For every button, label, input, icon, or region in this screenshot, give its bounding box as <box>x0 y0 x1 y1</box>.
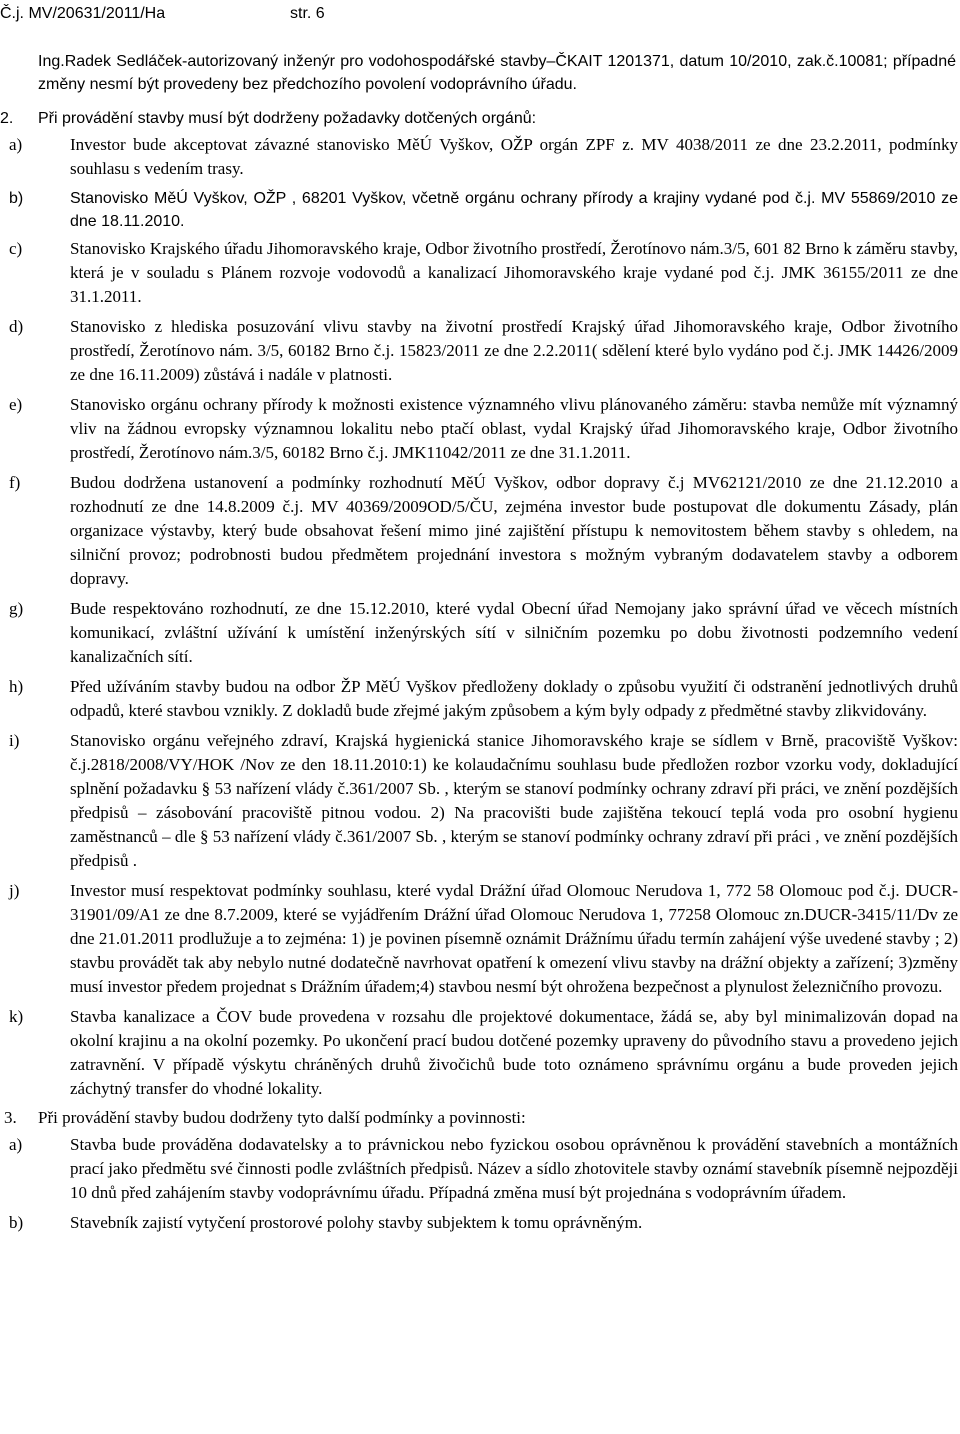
item-label: b) <box>9 190 24 207</box>
item-label: d) <box>9 317 24 336</box>
list-item <box>0 187 958 233</box>
item-label: j) <box>9 881 20 900</box>
list-item <box>0 1211 958 1235</box>
item-text: Stanovisko orgánu veřejného zdraví, Krajská hygienická stanice Jihomoravského kraje se sídlem v Brně, pracoviště Vyškov: č.j.2818/2008/VY/HOK /Nov ze den 18.11.2010:1) ke kolaudačnímu souhlasu bude předložen rozbor vzorku vody, dokladující splnění požadavku § 53 nařízení vlády č.361/2007 Sb. , kterým se stanoví podmínky ochrany zdraví při práci, ve znění pozdějších předpisů – zásobování pracoviště pitnou vodou. 2) Na pracovišti bude zajištěna tekoucí teplá voda pro osobní hygienu zaměstnanců – dle § 53 nařízení vlády č.361/2007 Sb. , kterým se stanoví podmínky ochrany zdraví při práci , ve znění pozdějších předpisů . <box>70 731 958 870</box>
list-item <box>0 597 958 669</box>
item-text: Investor musí respektovat podmínky souhlasu, které vydal Drážní úřad Olomouc Nerudova 1, 772 58 Olomouc pod č.j. DUCR-31901/09/A1 ze dne 8.7.2009, které se vyjádřením Drážní úřad Olomouc Nerudova 1, 77258 Olomouc zn.DUCR-3415/11/Dv ze dne 21.01.2011 prodlužuje a to zejména: 1) je povinen písemně oznámit Drážnímu úřadu termín zahájení výše uvedené stavby ; 2) stavbu provádět tak aby nebylo nutné dodatečně navrhovat opatření k omezení vlivu stavby na drážní objekty a zařízení; 3)změny musí investor předem projednat s Drážním úřadem;4) stavbou nesmí být ohrožena bezpečnost a plynulost železničního provozu. <box>70 881 958 996</box>
item-label: a) <box>9 135 23 154</box>
item-text: Investor bude akceptovat závazné stanovisko MěÚ Vyškov, OŽP orgán ZPF z. MV 4038/2011 ze dne 23.2.2011, podmínky souhlasu s vedením trasy. <box>70 135 958 178</box>
list-item <box>0 879 958 999</box>
page-header <box>0 3 480 27</box>
list-item <box>0 675 958 723</box>
item-text: Stavba bude prováděna dodavatelsky a to právnickou nebo fyzickou osobou oprávněnou k provádění stavebních a montážních prací jako předmětu své činnosti podle zvláštních předpisů. Název a sídlo zhotovitele stavby oznámí stavebník písemně nejpozději 10 dnů před zahájením stavby vodoprávnímu úřadu. Případná změna musí být projednána s vodoprávním úřadem. <box>70 1135 959 1202</box>
item-text: Stanovisko Krajského úřadu Jihomoravského kraje, Odbor životního prostředí, Žerotínovo nám.3/5, 601 82 Brno k záměru stavby, která je v souladu s Plánem rozvoje vodovodů a kanalizací Jihomoravského kraje vydané pod č.j. JMK 36155/2011 ze dne 31.1.2011. <box>70 239 958 306</box>
list-item <box>0 729 958 873</box>
section-number: 2. <box>0 110 14 127</box>
section-text: Při provádění stavby musí být dodrženy požadavky dotčených orgánů: <box>38 110 537 127</box>
section-3-heading <box>0 1106 958 1130</box>
item-label: e) <box>9 395 23 414</box>
list-item <box>0 315 958 387</box>
item-text: Budou dodržena ustanovení a podmínky rozhodnutí MěÚ Vyškov, odbor dopravy č.j MV62121/2010 ze dne 21.12.2010 a rozhodnutí ze dne 14.8.2009 č.j. MV 40369/2009OD/5/ČU, zejména investor bude postupovat dle dokumentu Zásady, plán organizace výstavby, který bude obsahovat řešení mimo jiné zajištění přístupu k nemovitostem během stavby s ohledem, na silniční provoz; podrobnosti budou předmětem projednání investora s možným vybraným dodavatelem stavby a odborem dopravy. <box>70 473 958 588</box>
item-text: Stavba kanalizace a ČOV bude provedena v rozsahu dle projektové dokumentace, žádá se, aby byl minimalizován dopad na okolní krajinu a na okolní pozemky. Po ukončení prací budou dotčené pozemky upraveny do původního stavu a provedeno jejich zatravnění. V případě výskytu chráněných druhů živočichů bude toto oznámeno správnímu orgánu a bude proveden jejich záchytný transfer do vhodné lokality. <box>70 1007 958 1098</box>
continuation-paragraph: Ing.Radek Sedláček-autorizovaný inženýr pro vodohospodářské stavby–ČKAIT 1201371, datum 10/2010, zak.č.10081; případné změny nesmí být provedeny bez předchozího povolení vodoprávního úřadu. <box>38 53 956 93</box>
list-item <box>0 237 958 309</box>
list-item <box>0 1005 958 1101</box>
item-text: Stanovisko z hlediska posuzování vlivu stavby na životní prostředí Krajský úřad Jihomoravského kraje, Odbor životního prostředí, Žerotínovo nám. 3/5, 60182 Brno č.j. 15823/2011 ze dne 2.2.2011( sdělení které bylo vydáno pod č.j. JMK 14426/2009 ze dne 16.11.2009) zůstává i nadále v platnosti. <box>70 317 958 384</box>
item-label: f) <box>9 473 21 492</box>
item-label: a) <box>9 1135 23 1154</box>
list-item <box>0 471 958 591</box>
conditions-list <box>0 107 958 1241</box>
list-item <box>0 393 958 465</box>
item-text: Před užíváním stavby budou na odbor ŽP MěÚ Vyškov předloženy doklady o způsobu využití či odstranění jednotlivých druhů odpadů, které stavbou vznikly. Z dokladů bude zřejmé jakým způsobem a kým byly odpady z předmětné stavby zlikvidovány. <box>70 677 958 720</box>
page-number: str. 6 <box>290 5 325 22</box>
section-number: 3. <box>4 1108 17 1127</box>
item-label: b) <box>9 1213 24 1232</box>
list-item <box>0 133 958 181</box>
item-text: Stavebník zajistí vytyčení prostorové polohy stavby subjektem k tomu oprávněným. <box>70 1213 643 1232</box>
reference-number: Č.j. MV/20631/2011/Ha <box>0 5 166 22</box>
item-text: Stanovisko MěÚ Vyškov, OŽP , 68201 Vyškov, včetně orgánu ochrany přírody a krajiny vydané pod č.j. MV 55869/2010 ze dne 18.11.2010. <box>70 190 958 230</box>
section-text: Při provádění stavby budou dodrženy tyto další podmínky a povinnosti: <box>38 1108 526 1127</box>
item-label: i) <box>9 731 20 750</box>
item-text: Stanovisko orgánu ochrany přírody k možnosti existence významného vlivu plánovaného záměru: stavba nemůže mít významný vliv na žádnou evropsky významnou lokalitu nebo ptačí oblast, vydal Krajský úřad Jihomoravského kraje, Odbor životního prostředí, Žerotínovo nám.3/5, 60182 Brno č.j. JMK11042/2011 ze dne 31.1.2011. <box>70 395 958 462</box>
item-text: Bude respektováno rozhodnutí, ze dne 15.12.2010, které vydal Obecní úřad Nemojany jako správní úřad ve věcech místních komunikací, zvláštní užívání k umístění inženýrských sítí v silničním pozemku po dobu životnosti podzemního vedení kanalizačních sítí. <box>70 599 958 666</box>
item-label: c) <box>9 239 23 258</box>
list-item <box>0 1133 958 1205</box>
item-label: g) <box>9 599 24 618</box>
section-2-heading <box>0 107 958 130</box>
item-label: h) <box>9 677 24 696</box>
item-label: k) <box>9 1007 24 1026</box>
